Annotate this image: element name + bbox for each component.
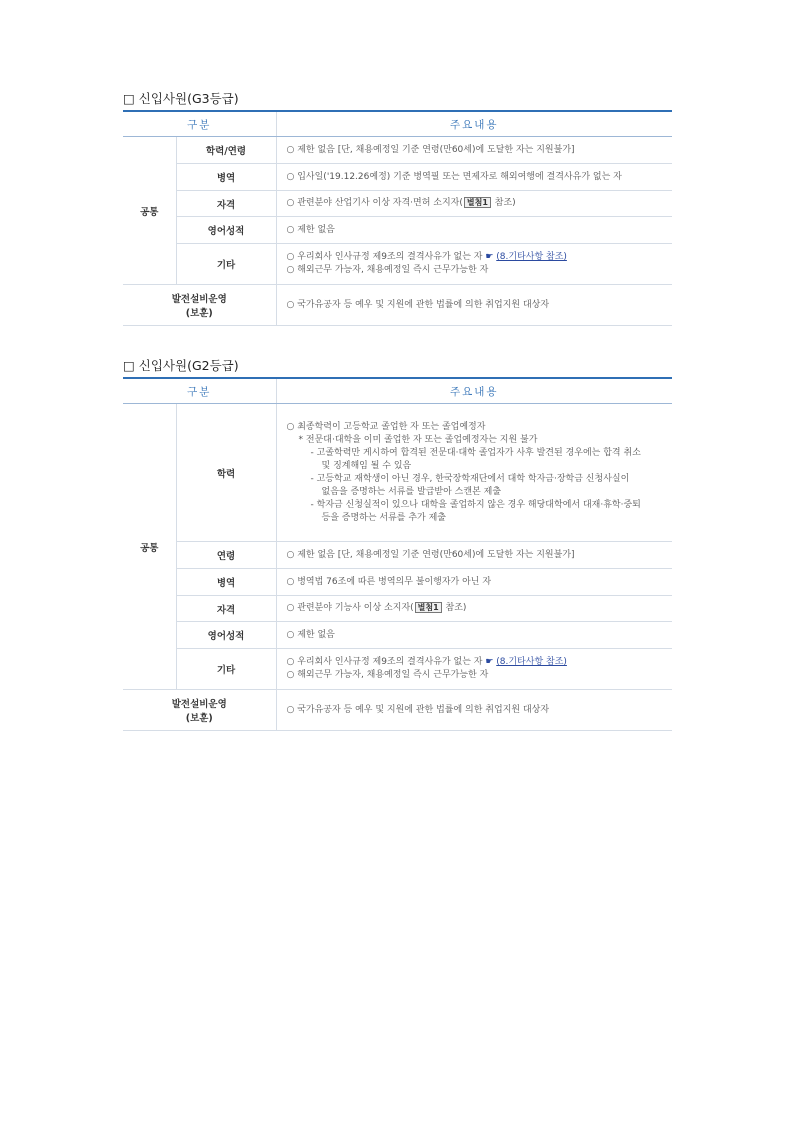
group-common: 공통: [123, 404, 176, 690]
content-qualification: ○ 관련분야 기능사 이상 소지자( 별첨1 참조): [276, 596, 672, 622]
label-military: 병역: [176, 164, 276, 191]
label-qualification: 자격: [176, 191, 276, 217]
header-content: 주요내용: [276, 378, 672, 404]
etc-reference-link[interactable]: (8.기타사항 참조): [496, 252, 567, 262]
content-education-age: ○ 제한 없음 [단, 채용예정일 기준 연령(만60세)에 도달한 자는 지원불가]: [276, 137, 672, 164]
section-g2: [123, 357, 672, 731]
attachment-badge: 별첨1: [464, 197, 491, 208]
group-common: 공통: [123, 137, 176, 285]
label-english: 영어성적: [176, 622, 276, 649]
section-title-g2: □ 신입사원(G2등급): [123, 358, 239, 373]
content-veterans: ○ 국가유공자 등 예우 및 지원에 관한 법률에 의한 취업지원 대상자: [276, 690, 672, 731]
content-military: ○ 병역법 76조에 따른 병역의무 불이행자가 아닌 자: [276, 569, 672, 596]
content-military: ○ 입사일('19.12.26예정) 기준 병역필 또는 면제자로 해외여행에 결격사유가 없는 자: [276, 164, 672, 191]
content-education: ○ 최종학력이 고등학교 졸업한 자 또는 졸업예정자 * 전문대·대학을 이미 졸업한 자 또는 졸업예정자는 지원 불가 - 고졸학력만 게시하여 합격된 전문대·대학 졸업자가 사후 발견된 경우에는 합격 취소 및 징계해임 될 수 있음 - 고등학교 재학생이 아닌 경우, 한국장학재단에서 대학 학자금·장학금 신청사실이 없음을 증명하는 서류를 발급받아 스캔본 제출 - 학자금 신청실적이 있으나 대학을 졸업하지 않은 경우 해당대학에서 대재·휴학·중퇴 등을 증명하는 서류를 추가 제출: [276, 404, 672, 542]
label-qualification: 자격: [176, 596, 276, 622]
label-age: 연령: [176, 542, 276, 569]
label-military: 병역: [176, 569, 276, 596]
label-etc: 기타: [176, 244, 276, 285]
requirements-table-g3: [123, 110, 672, 326]
attachment-badge: 별첨1: [415, 602, 442, 613]
content-etc: ○ 우리회사 인사규정 제9조의 결격사유가 없는 자 ☛ (8.기타사항 참조) ○ 해외근무 가능자, 채용예정일 즉시 근무가능한 자: [276, 244, 672, 285]
label-veterans: 발전설비운영 (보훈): [123, 690, 276, 731]
content-qualification: ○ 관련분야 산업기사 이상 자격·면허 소지자( 별첨1 참조): [276, 191, 672, 217]
header-category: 구분: [123, 111, 276, 137]
section-title-g3: □ 신입사원(G3등급): [123, 91, 239, 106]
header-category: 구분: [123, 378, 276, 404]
etc-reference-link[interactable]: (8.기타사항 참조): [496, 657, 567, 667]
header-content: 주요내용: [276, 111, 672, 137]
section-g3: [123, 90, 672, 326]
content-english: ○ 제한 없음: [276, 622, 672, 649]
pointing-hand-icon: ☛: [485, 657, 494, 667]
content-etc: ○ 우리회사 인사규정 제9조의 결격사유가 없는 자 ☛ (8.기타사항 참조) ○ 해외근무 가능자, 채용예정일 즉시 근무가능한 자: [276, 649, 672, 690]
label-english: 영어성적: [176, 217, 276, 244]
content-veterans: ○ 국가유공자 등 예우 및 지원에 관한 법률에 의한 취업지원 대상자: [276, 285, 672, 326]
label-etc: 기타: [176, 649, 276, 690]
content-age: ○ 제한 없음 [단, 채용예정일 기준 연령(만60세)에 도달한 자는 지원불가]: [276, 542, 672, 569]
pointing-hand-icon: ☛: [485, 252, 494, 262]
label-veterans: 발전설비운영 (보훈): [123, 285, 276, 326]
label-education-age: 학력/연령: [176, 137, 276, 164]
content-english: ○ 제한 없음: [276, 217, 672, 244]
label-education: 학력: [176, 404, 276, 542]
requirements-table-g2: [123, 377, 672, 731]
